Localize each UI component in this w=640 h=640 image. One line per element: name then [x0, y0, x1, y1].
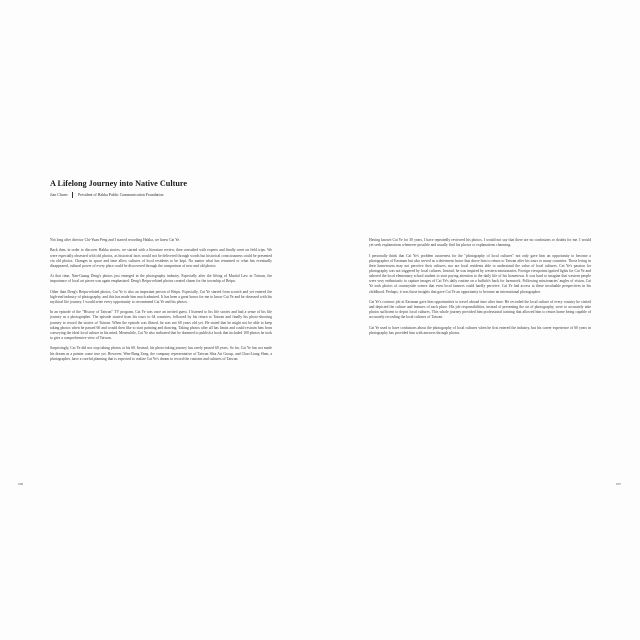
- paragraph: In an episode of the "History of Taiwan" TV program, Cai Ye was once an invited guest. I listened to his life stories and had a sense of his life journey as a photographer. The episode started from his tours to 64 countries, followed by his return to Taiwan and finally his photo-shooting journey to record the stories of Taiwan. When the episode was filmed, he was not 60 years old yet. He stated that he might not be able to keep taking photos when he passed 60 and would then like to start painting and drawing. Taking photos after all has limits and could restrain him from conveying the ideal local culture in his mind. Meanwhile, Cai Ye also indicated that he dreamed to publish a book that included 100 photos he took to give a comprehensive view of Taiwan.: [50, 310, 272, 341]
- author-name: Jian Chuen: [50, 193, 68, 197]
- paragraph: Cai Ye used to have confusions about the photography of local cultures when he first entered the industry, but his career experience of 60 years in photography has provided him with answers through photos.: [369, 325, 591, 335]
- byline: [50, 192, 163, 198]
- article-title: A Lifelong Journey into Native Culture: [50, 179, 187, 189]
- paragraph: Surprisingly, Cai Ye did not stop taking photos at his 60. Instead, his photo-taking journey has rarely passed 60 years. So far, Cai Ye has not made his dream as a painter come true yet. However, Wen-Bang Zeng, the company representative of Taiwan Shia Art Group, and Chao-Liang Shen, a photographer, have a careful planning that is expected to realize Cai Ye's dream to record the customs and cultures of Taiwan.: [50, 346, 272, 361]
- paragraph: Other than Deng's Beipu-related photos, Cai Ye is also an important person of Beipu. Especially, Cai Ye started from scratch and yet entered the high-end industry of photography, and this has made him much admired. It has been a great honor for me to know Cai Ye and be obsessed with his mythical life journey. I would seize every opportunity to recommend Cai Ye and his photos.: [50, 289, 272, 304]
- left-column: [50, 238, 272, 367]
- paragraph: At that time, Nan-Guang Deng's photos just emerged in the photography industry. Especially after the lifting of Martial Law in Taiwan, the importance of local art pieces was again emphasized. Deng's Beipu-related photos created charm for the township of Beipu.: [50, 274, 272, 284]
- paragraph: Back then, in order to discover Hakka stories, we started with a literature review, then consulted with experts and finally went on field trips. We were especially obsessed with old photos, as historical facts would not be delivered through words but historical consciousness could be presented via old photos. Changes in space and time allow cultures of local residents to be kept. No matter what has remained or what has eventually disappeared, cultural power of every place could be discovered through the comparison of new and old photos.: [50, 248, 272, 268]
- paragraph: Having known Cai Ye for 30 years, I have repeatedly reviewed his photos. I would not say that there are no confusions or doubts for me. I would yet seek explanations whenever possible and usually find his photos or explanations charming.: [369, 238, 591, 248]
- paragraph: Cai Ye's contract job at Eastman gave him opportunities to travel abroad time after time. He recorded the local culture of every country he visited and depicted the culture and features of each place. His job responsibilities, instead of presenting the art of photography, were to accurately take photos sufficient to depict local cultures. This whole journey provided him professional training that allowed him to return home being capable of accurately recording the local cultures of Taiwan.: [369, 299, 591, 320]
- right-column: [369, 238, 591, 341]
- byline-divider: [72, 192, 73, 198]
- paragraph: I personally think that Cai Ye's problem awareness for the "photography of local cultures" not only gave him an opportunity to become a photographer of Eastman but also served as a determent factor that drove him to return to Taiwan after his tours to many countries. Those living in their hometowns may not perceive their cultures, nor are local residents able to understand the value of local cultures. Cai Ye's passion for photography was not triggered by local cultures. Instead, he was inspired by western missionaries. Foreign viewpoints ignited lights for Cai Ye and ushered the local elementary school student to start paying attention to the daily life of his hometown. It was hard to imagine that western people were very enthusiastic to capture images of Cai Ye's daily routine on a buffalo's back for farmwork. Following missionaries' angles of vision, Cai Ye took photos of countryside scenes that even local farmers could hardly perceive. Cai Ye had access to these invaluable perspectives in his childhood. Perhaps, it was those insights that gave Cai Ye an opportunity to become an international photographer.: [369, 253, 591, 294]
- page-number-right: 007: [616, 482, 622, 486]
- page-number-left: 006: [18, 482, 24, 486]
- paragraph: Not long after director Chi-Yuan Peng and I started recording Hakka, we knew Cai Ye.: [50, 238, 181, 242]
- author-role: President of Hakka Public Communication Foundation: [78, 193, 164, 197]
